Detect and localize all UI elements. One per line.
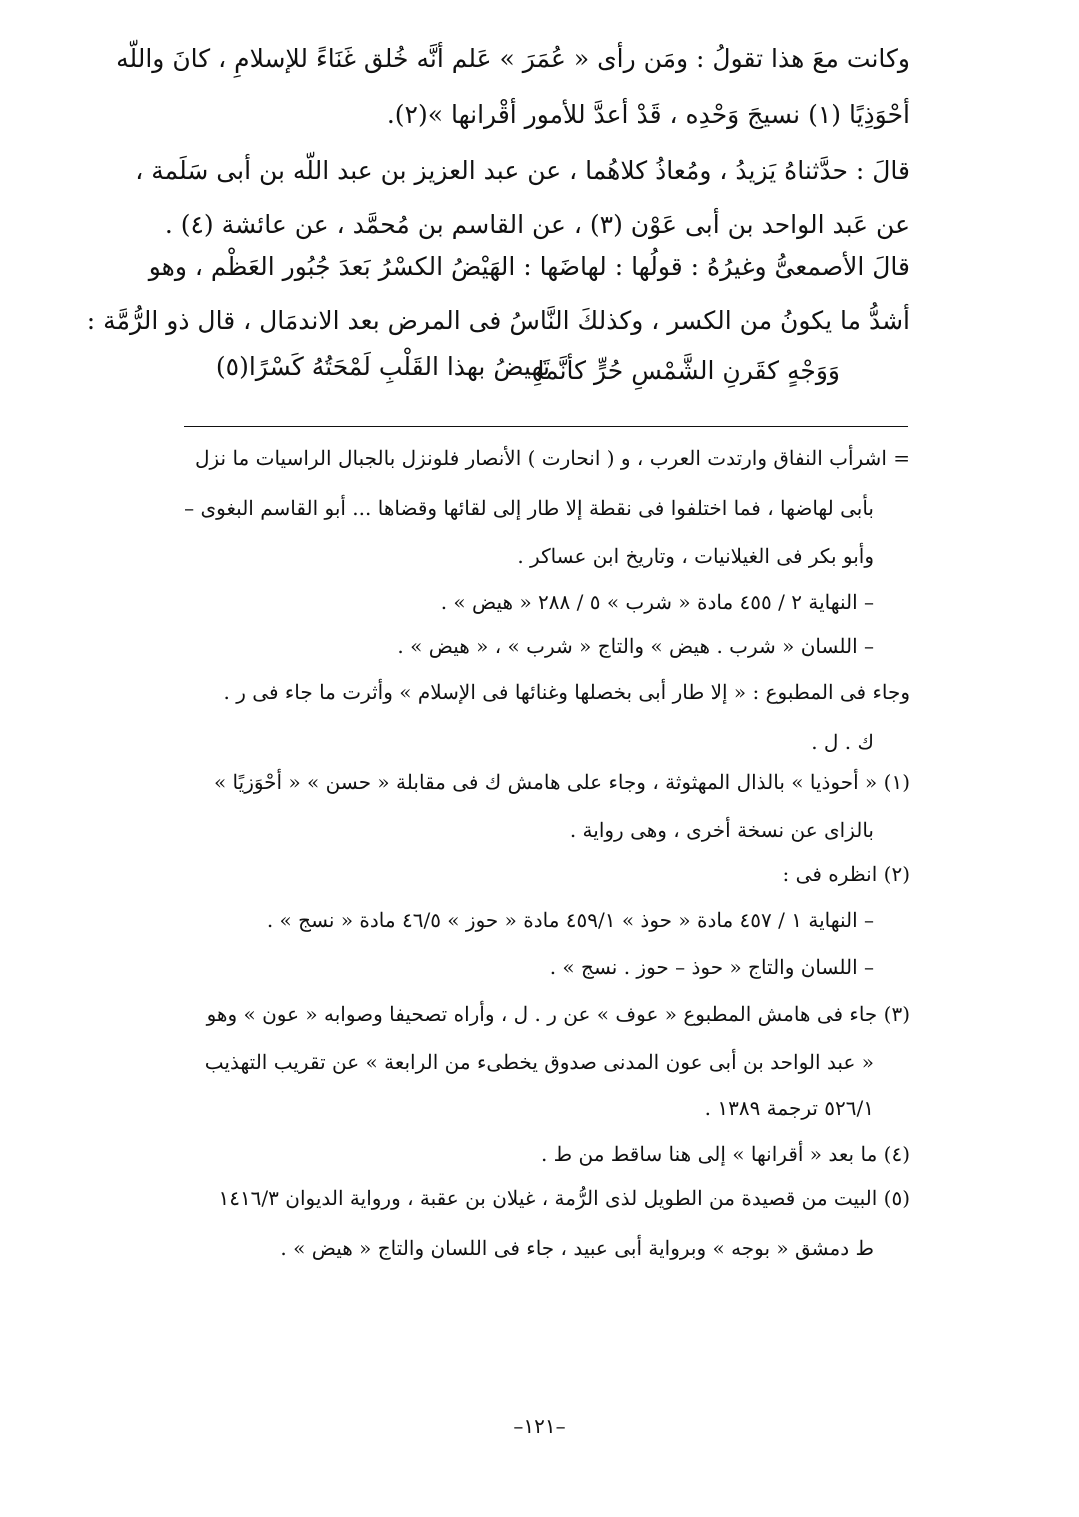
footnote-2: (٢) انظره فى :: [782, 862, 910, 886]
footnote-3-citation: ٥٢٦/١ ترجمة ١٣٨٩ .: [704, 1096, 874, 1120]
footnote-line-1: = اشرأب النفاق وارتدت العرب ، و ( انحارت ) الأنصار فلونزل بالجبال الراسيات ما نزل: [194, 446, 910, 470]
main-text-line-1: وكانت معَ هذا تقولُ : ومَن رأى « عُمَرَ » عَلم أنَّه خُلق غَنَاءً للإسلامِ ، كانَ واللّه: [116, 44, 910, 73]
footnote-line-6: وجاء فى المطبوع : « إلا طار أبى بخصلها وغنائها فى الإسلام » وأثرت ما جاء فى ر .: [223, 680, 910, 704]
footnote-separator: [184, 426, 908, 427]
footnote-1: (١) « أحوذيا » بالذال المهثوثة ، وجاء على هامش ك فى مقابلة « حسن » « أحْوَزيًا »: [213, 770, 910, 794]
footnote-2-ref-1: – النهاية ١ / ٤٥٧ مادة « حوذ » ٤٥٩/١ مادة « حوز » ٤٦/٥ مادة « نسج » .: [266, 908, 874, 932]
page-number: –١٢١–: [513, 1414, 566, 1438]
main-text-line-6: أشدُّ ما يكونُ من الكسر ، وكذلكَ النَّاسُ فى المرض بعد الاندمَال ، قال ذو الرُّمَّة :: [86, 306, 910, 335]
footnote-line-3: وأبو بكر فى الغيلانيات ، وتاريخ ابن عساكر .: [517, 544, 874, 568]
main-text-line-4: عن عَبد الواحد بن أبى عَوْن (٣) ، عن القاسم بن مُحمَّد ، عن عائشة (٤) .: [164, 210, 910, 239]
main-text-line-3: قالَ : حدَّثناهُ يَزيدُ ، ومُعاذُ كلاهُما ، عن عبد العزيز بن عبد اللّه بن أبى سَلَمة ،: [135, 156, 910, 185]
footnote-1-continued: بالزاى عن نسخة أخرى ، وهى رواية .: [569, 818, 874, 842]
verse-first-hemistich: وَوَجْهٍ كقَرنِ الشَّمْسِ حُرٍّ كأنَّما: [537, 356, 840, 385]
footnote-2-ref-2: – اللسان والتاج « حوذ – حوز . نسج » .: [549, 955, 874, 979]
footnote-line-4: – النهاية ٢ / ٤٥٥ مادة « شرب » ٥ / ٢٨٨ « هيض » .: [440, 590, 874, 614]
main-text-line-2: أحْوَذِيًا (١) نسيجَ وَحْدِه ، قَدْ أعدَّ للأمور أقْرانها »(٢).: [386, 100, 910, 129]
footnote-5-continued: ط دمشق « بوجه » وبرواية أبى عبيد ، جاء فى اللسان والتاج « هيض » .: [280, 1236, 874, 1260]
footnote-line-2: بأبى لهاضها ، فما اختلفوا فى نقطة إلا طار إلى لقائها وقضاها ... أبو القاسم البغوى –: [184, 496, 874, 520]
footnote-5: (٥) البيت من قصيدة من الطويل لذى الرُّمة ، غيلان بن عقبة ، ورواية الديوان ١٤١٦/٣: [218, 1186, 910, 1210]
verse-second-hemistich: تَهِيضُ بهذا القَلْبِ لَمْحَتُهُ كَسْرًا(٥): [215, 352, 550, 381]
footnote-line-5: – اللسان « شرب . هيض » والتاج « شرب » ، « هيض » .: [397, 634, 874, 658]
footnote-3: (٣) جاء فى هامش المطبوع « عوف » عن ر . ل ، وأراه تصحيفا وصوابه « عون » وهو: [206, 1002, 910, 1026]
footnote-line-7: ك . ل .: [811, 730, 874, 754]
main-text-line-5: قالَ الأصمعىُّ وغيرُهُ : قولُها : لهاضَها : الهَيْضُ الكسْرُ بَعدَ جُبُور العَظْم ، وهو: [148, 252, 910, 281]
footnote-4: (٤) ما بعد « أقرانها » إلى هنا ساقط من ط .: [540, 1142, 910, 1166]
footnote-3-continued: « عبد الواحد بن أبى عون المدنى صدوق يخطىء من الرابعة » عن تقريب التهذيب: [204, 1050, 874, 1074]
